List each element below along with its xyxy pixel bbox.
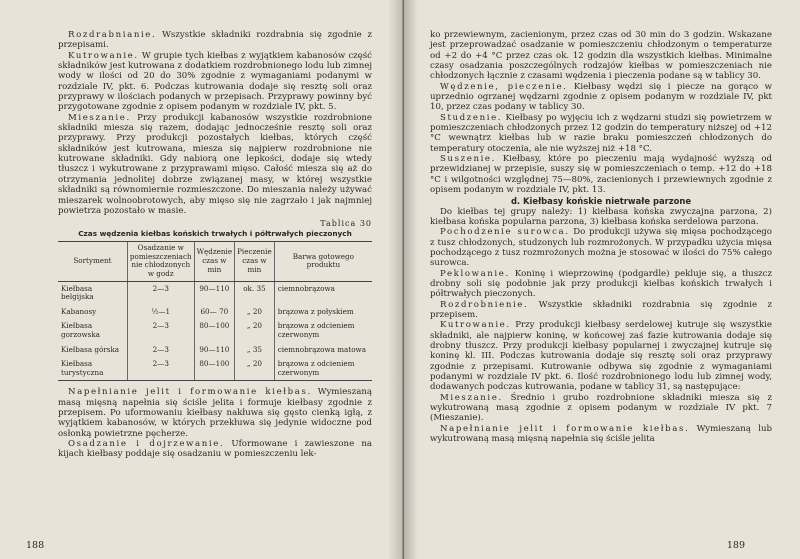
paragraph-group-list: Do kiełbas tej grupy należy: 1) kiełbasa końska zwyczajna parzona, 2) kiełbasa końska popularna parzona, 3) kiełbasa końska serdelowa parzona.: [430, 206, 772, 227]
table-cell: 2—3: [127, 357, 194, 381]
paragraph-text: W grupie tych kiełbas z wyjątkiem kabanosów część składników jest kutrowana z dodatkiem rozdrobnionego lodu lub zimnej wody w ilości od 20 do 30% zgodnie z wymaganiami podanymi w rozdziale IV, pkt. 6. Podczas kutrowania dodaje się resztę soli oraz przyprawy w ilościach podanych w przepisach. Przyprawy powinny być przygotowane zgodnie z opisem podanym w rozdziale IV, pkt. 5.: [58, 50, 372, 113]
table-cell: ciemnobrązowa matowa: [274, 343, 372, 358]
table-cell: „ 20: [235, 357, 275, 381]
paragraph-text: Przy produkcji kiełbasy serdelowej kutruje się wszystkie składniki, ale najpierw koninę, w końcowej zaś fazie kutrowania dodaje się drobny tłuszcz. Przy produkcji kiełbasy popularnej i zwyczajnej kutruje się koninę kl. III. Podczas kutrowania dodaje się resztę soli oraz przyprawy zgodnie z przepisami. Kutrowanie odbywa się zgodnie z wymaganiami podanymi w rozdziale IV pkt. 6. Ilość rozdrobnionego lodu lub zimnej wody, dodawanych podczas kutrowania, podane w tablicy 31, są następujące:: [430, 320, 772, 393]
left-text-column: [58, 30, 372, 460]
paragraph-rozdrobnienie: [430, 300, 772, 321]
paragraph-napelnianie: [430, 424, 772, 445]
paragraph-lead: Rozdrabnianie.: [68, 30, 157, 40]
section-heading: d. Kiełbasy końskie nietrwałe parzone: [510, 195, 692, 206]
smoking-time-table: [58, 241, 372, 381]
paragraph-text: Do produkcji używa się mięsa pochodzącego z tusz chłodzonych, studzonych lub rozmrożonych. W przypadku użycia mięsa pochodzącego z tusz rozmrożonych można je stosować w ilości do 75% całego surowca.: [430, 227, 772, 269]
table-cell: 2—3: [127, 343, 194, 358]
table-cell: 60— 70: [194, 305, 234, 320]
table-cell: brązowa z połyskiem: [274, 305, 372, 320]
table-cell: 80—100: [194, 357, 234, 381]
paragraph-text: Wszystkie składniki rozdrabnia się zgodnie z przepisem.: [430, 299, 772, 320]
table-row: [58, 319, 372, 342]
table-caption: Czas wędzenia kiełbas końskich trwałych i półtrwałych pieczonych: [78, 229, 352, 239]
page-number: 189: [726, 540, 745, 551]
table-cell: 2—3: [127, 281, 194, 305]
paragraph-text: Średnio i grubo rozdrobnione składniki miesza się z wykutrowaną masą zgodnie z opisem podanym w rozdziale IV pkt. 7 (Mieszanie).: [430, 392, 772, 424]
table-label: Tablica 30: [320, 219, 372, 229]
paragraph-lead: Mieszanie.: [440, 392, 503, 403]
paragraph-studzenie: [430, 113, 772, 154]
paragraph-napelnianie: [58, 387, 372, 439]
paragraph-lead: Suszenie.: [440, 154, 496, 165]
paragraph-osadzanie: [58, 439, 372, 460]
paragraph-mieszanie: [58, 113, 372, 216]
paragraph-pochodzenie: [430, 227, 772, 268]
table-cell: „ 35: [235, 343, 275, 358]
page-number: 188: [26, 540, 45, 551]
table-cell: Kiełbasa gorzowska: [61, 321, 100, 339]
paragraph-text: Kiełbasy, które po pieczeniu mają wydajność wyższą od przewidzianej w przepisie, suszy się w pomieszczeniach o temp. +12 do +18 °C i wilgotności względnej 75—80%, zacienionych i przewiewnych zgodnie z opisem podanym w rozdziale IV, pkt. 13.: [430, 154, 772, 196]
paragraph-lead: Studzenie.: [440, 112, 503, 123]
table-header-cell: Pieczenie czas w min: [235, 242, 275, 281]
right-text-column: [430, 30, 772, 444]
paragraph-text: Kiełbasy po wyjęciu ich z wędzarni studzi się powietrzem w pomieszczeniach chłodzonych przez 12 godzin do temperatury niższej od +12 °C wewnątrz kiełbas lub w razie braku pomieszczeń chłodzonych do temperatury otoczenia, ale nie wyższej niż +18 °C.: [430, 112, 772, 154]
table-row: [58, 357, 372, 381]
paragraph-kutrowanie: [430, 320, 772, 392]
paragraph-text: Uformowane i zawieszone na kijach kiełbasy poddaje się osadzaniu w pomieszczeniu lek-: [58, 439, 372, 460]
paragraph-continuation: ko przewiewnym, zacienionym, przez czas od 30 min do 3 godzin. Wskazane jest przeprowadzać osadzanie w pomieszczeniu chłodzonym o temperaturze od +2 do +4 °C przez czas ok. 12 godzin dla wszystkich kiełbas. Minimalne czasy osadzania poszczególnych rodzajów kiełbas w pomieszczeniach nie chłodzonych łącznie z czasami wędzenia i pieczenia podane są w tablicy 30.: [430, 30, 772, 82]
table-cell: Kiełbasa belgijska: [61, 283, 94, 302]
table-cell: Kiełbasa turystyczna: [58, 357, 127, 381]
table-cell: ok. 35: [235, 281, 275, 305]
table-header-cell: Osadzanie w pomieszczeniach nie chłodzonych w godz: [127, 242, 194, 281]
paragraph-lead: Mieszanie.: [68, 112, 131, 123]
table-row: [58, 305, 372, 320]
table-cell: ciemnobrązowa: [274, 281, 372, 305]
table-row: [58, 281, 372, 305]
paragraph-text: Koninę i wieprzowinę (podgardle) pekluje się, a tłuszcz drobny soli się podobnie jak przy produkcji kiełbas końskich trwałych i półtrwałych pieczonych.: [430, 268, 772, 300]
table-header-cell: Wędzenie czas w min: [194, 242, 234, 281]
table-cell: „ 20: [235, 305, 275, 320]
paragraph-text: Wymieszaną masą mięsną napełnia się ściśle jelita i formuje kiełbasy zgodnie z przepisem. Po uformowaniu kiełbasy nakłuwa się gęsto cienką igłą, z wyjątkiem kabanosów, w których przekłuwa się jedynie widoczne pod osłonką powietrzne pęcherze.: [58, 387, 372, 439]
table-cell: Kabanosy: [61, 306, 97, 316]
table-cell: 90—110: [194, 281, 234, 305]
paragraph-suszenie: [430, 154, 772, 195]
paragraph-lead: Pochodzenie surowca.: [440, 227, 570, 238]
paragraph-lead: Rozdrobnienie.: [440, 299, 529, 310]
paragraph-lead: Kutrowanie.: [68, 50, 139, 61]
paragraph-text: Wymieszaną lub wykutrowaną masą mięsną napełnia się ściśle jelita: [430, 423, 772, 445]
right-page: [404, 0, 800, 559]
paragraph-lead: Kutrowanie.: [440, 320, 511, 331]
table-cell: ½—1: [127, 305, 194, 320]
table-cell: 2—3: [127, 319, 194, 342]
paragraph-lead: Napełnianie jelit i formowanie kiełbas.: [440, 423, 690, 434]
table-cell: „ 20: [235, 319, 275, 342]
paragraph-wedzenie: [430, 82, 772, 113]
table-cell: 90—110: [194, 343, 234, 358]
paragraph-lead: Wędzenie, pieczenie.: [440, 81, 568, 92]
table-header-cell: Barwa gotowego produktu: [274, 242, 372, 281]
paragraph-text: Przy produkcji kabanosów wszystkie rozdrobnione składniki miesza się razem, dodając jednocześnie resztę soli oraz przyprawy. Przy produkcji pozostałych kiełbas, których część składników jest kutrowana, miesza się najpierw rozdrobnione nie kutrowane składniki. Gdy nabiorą one lepkości, dodaje się wtedy tłuszcz i wykutrowane z przyprawami mięso. Całość miesza się aż do otrzymania jednolitej dobrze związanej masy, w której wszystkie składniki są równomiernie rozmieszczone. Do mieszania należy używać mieszarek wolnoobrotowych, aby mięso się nie zagrzało i jak najmniej powietrza pozostało w masie.: [58, 112, 372, 216]
paragraph-lead: Napełnianie jelit i formowanie kiełbas.: [68, 387, 312, 398]
table-cell: Kiełbasa górska: [61, 344, 120, 354]
paragraph-text: Kiełbasy wędzi się i piecze na gorąco w uprzednio ogrzanej wędzarni zgodnie z opisem podanym w rozdziale IV, pkt 10, przez czas podany w tablicy 30.: [430, 81, 772, 113]
paragraph-kutrowanie: [58, 51, 372, 113]
table-cell: 80—100: [194, 319, 234, 342]
table-cell: brązowa z odcieniem czerwonym: [274, 319, 372, 342]
paragraph-lead: Osadzanie i dojrzewanie.: [68, 439, 225, 450]
paragraph-lead: Peklowanie.: [440, 268, 510, 279]
paragraph-rozdrabnianie: [58, 30, 372, 51]
table-header-cell: Sortyment: [58, 242, 127, 281]
table-header-row: [58, 242, 372, 281]
paragraph-mieszanie: [430, 393, 772, 424]
table-cell: brązowa z odcieniem czerwonym: [274, 357, 372, 381]
paragraph-peklowanie: [430, 269, 772, 300]
paragraph-text: Wszystkie składniki rozdrabnia się zgodnie z przepisami.: [58, 30, 372, 51]
table-row: [58, 343, 372, 358]
